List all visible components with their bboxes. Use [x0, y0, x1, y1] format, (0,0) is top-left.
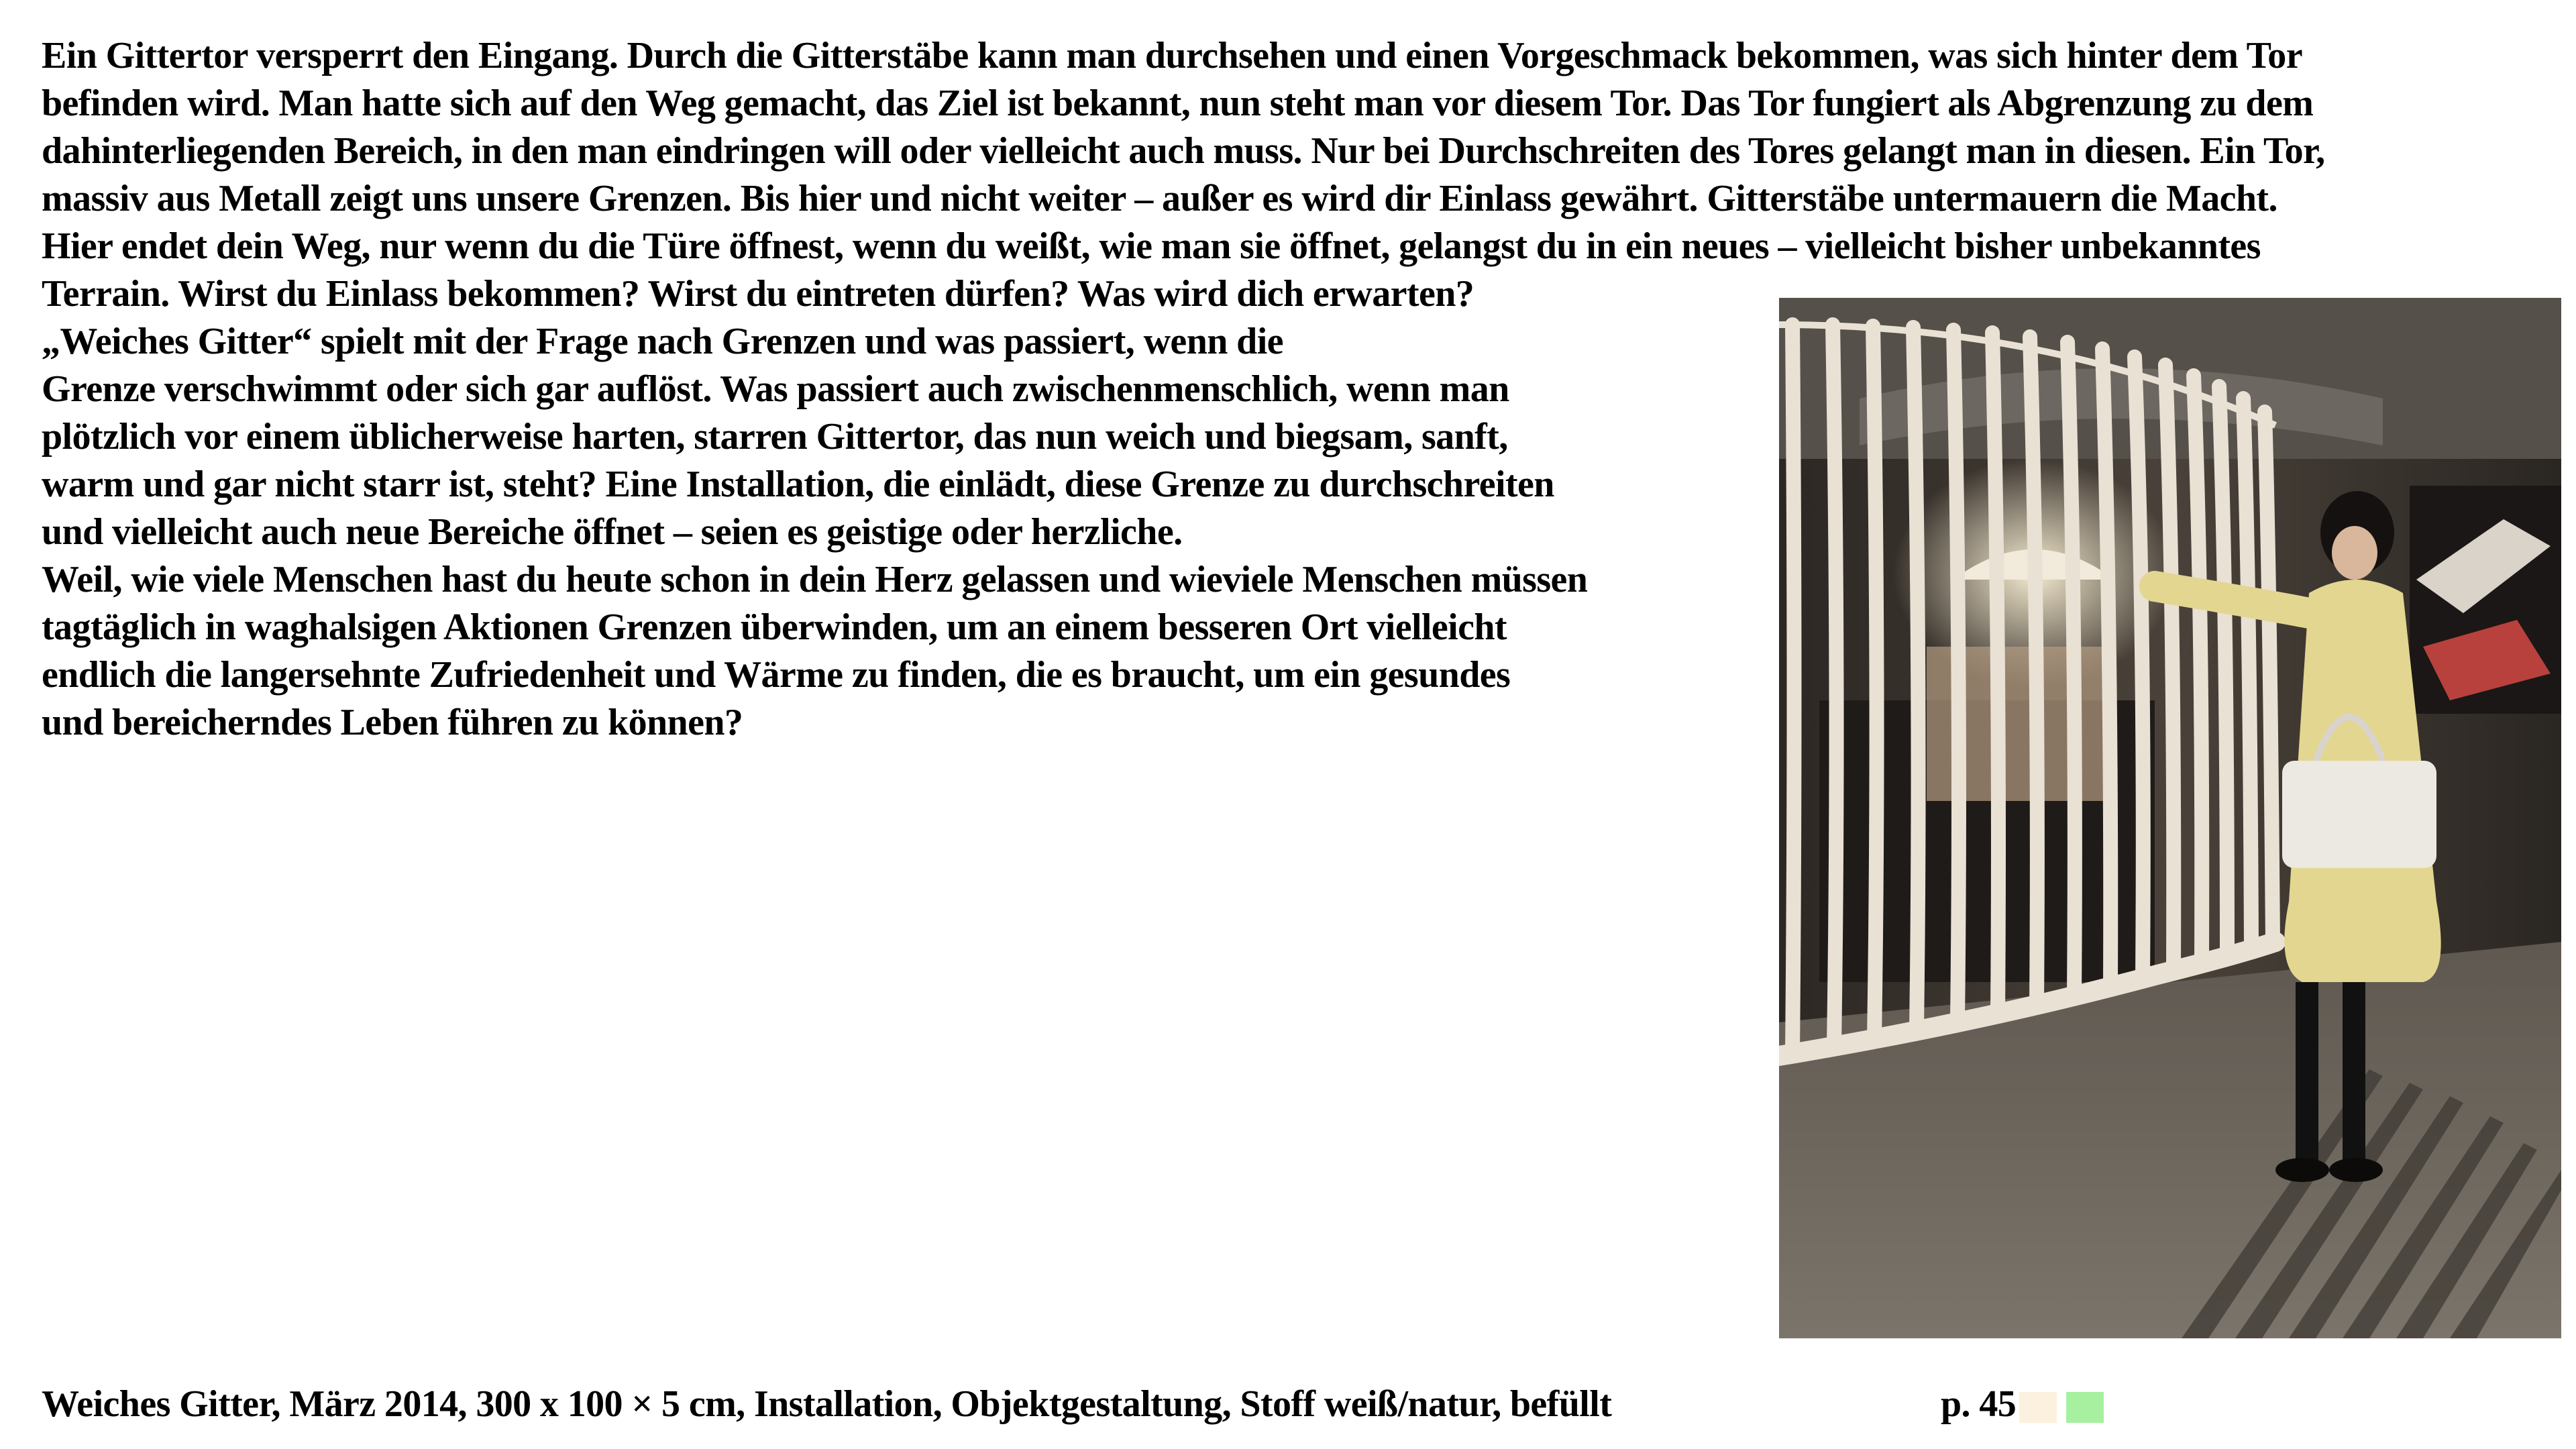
- color-swatch-green: [2066, 1392, 2104, 1423]
- body-text-line: tagtäglich in waghalsigen Aktionen Grenzen überwinden, um an einem besseren Ort vielleicht: [42, 606, 1507, 648]
- handbag: [2282, 761, 2436, 868]
- visitor-shoe: [2275, 1158, 2329, 1182]
- installation-photo: [1779, 298, 2561, 1338]
- body-text-line: Weil, wie viele Menschen hast du heute schon in dein Herz gelassen und wieviele Menschen müssen: [42, 559, 1588, 600]
- installation-photo-illustration: [1779, 298, 2561, 1338]
- visitor-leg: [2296, 982, 2318, 1163]
- body-text-line: massiv aus Metall zeigt uns unsere Grenzen. Bis hier und nicht weiter – außer es wird dir Einlass gewährt. Gitterstäbe untermauern die Macht.: [42, 178, 2277, 219]
- body-text-line: Ein Gittertor versperrt den Eingang. Durch die Gitterstäbe kann man durchsehen und einen Vorgeschmack bekommen, was sich hinter dem Tor: [42, 35, 2302, 76]
- body-text-line: Hier endet dein Weg, nur wenn du die Türe öffnest, wenn du weißt, wie man sie öffnet, gelangst du in ein neues – vielleicht bisher unbekanntes: [42, 225, 2261, 267]
- body-text-line: Grenze verschwimmt oder sich gar auflöst. Was passiert auch zwischenmenschlich, wenn man: [42, 368, 1509, 410]
- visitor-face: [2332, 526, 2377, 580]
- color-swatch-cream: [2019, 1392, 2057, 1423]
- body-text-line: „Weiches Gitter“ spielt mit der Frage nach Grenzen und was passiert, wenn die: [42, 321, 1283, 362]
- page-number: p. 45: [1941, 1383, 2017, 1425]
- body-text-line: befinden wird. Man hatte sich auf den Weg gemacht, das Ziel ist bekannt, nun steht man vor diesem Tor. Das Tor fungiert als Abgrenzung zu dem: [42, 83, 2314, 124]
- visitor-shoe: [2329, 1158, 2383, 1182]
- body-text-line: warm und gar nicht starr ist, steht? Eine Installation, die einlädt, diese Grenze zu durchschreiten: [42, 464, 1554, 505]
- body-text-line: plötzlich vor einem üblicherweise harten, starren Gittertor, das nun weich und biegsam, sanft,: [42, 416, 1508, 458]
- body-text-line: und vielleicht auch neue Bereiche öffnet – seien es geistige oder herzliche.: [42, 511, 1183, 553]
- body-text-line: Terrain. Wirst du Einlass bekommen? Wirst du eintreten dürfen? Was wird dich erwarten?: [42, 273, 1474, 315]
- visitor-leg: [2343, 982, 2365, 1163]
- body-text-line: dahinterliegenden Bereich, in den man eindringen will oder vielleicht auch muss. Nur bei Durchschreiten des Tores gelangt man in diesen. Ein Tor,: [42, 130, 2325, 172]
- body-text-line: und bereicherndes Leben führen zu können?: [42, 702, 743, 743]
- photo-caption: Weiches Gitter, März 2014, 300 x 100 × 5 cm, Installation, Objektgestaltung, Stoff weiß/natur, befüllt: [42, 1383, 1612, 1425]
- body-text-line: endlich die langersehnte Zufriedenheit und Wärme zu finden, die es braucht, um ein gesundes: [42, 654, 1511, 696]
